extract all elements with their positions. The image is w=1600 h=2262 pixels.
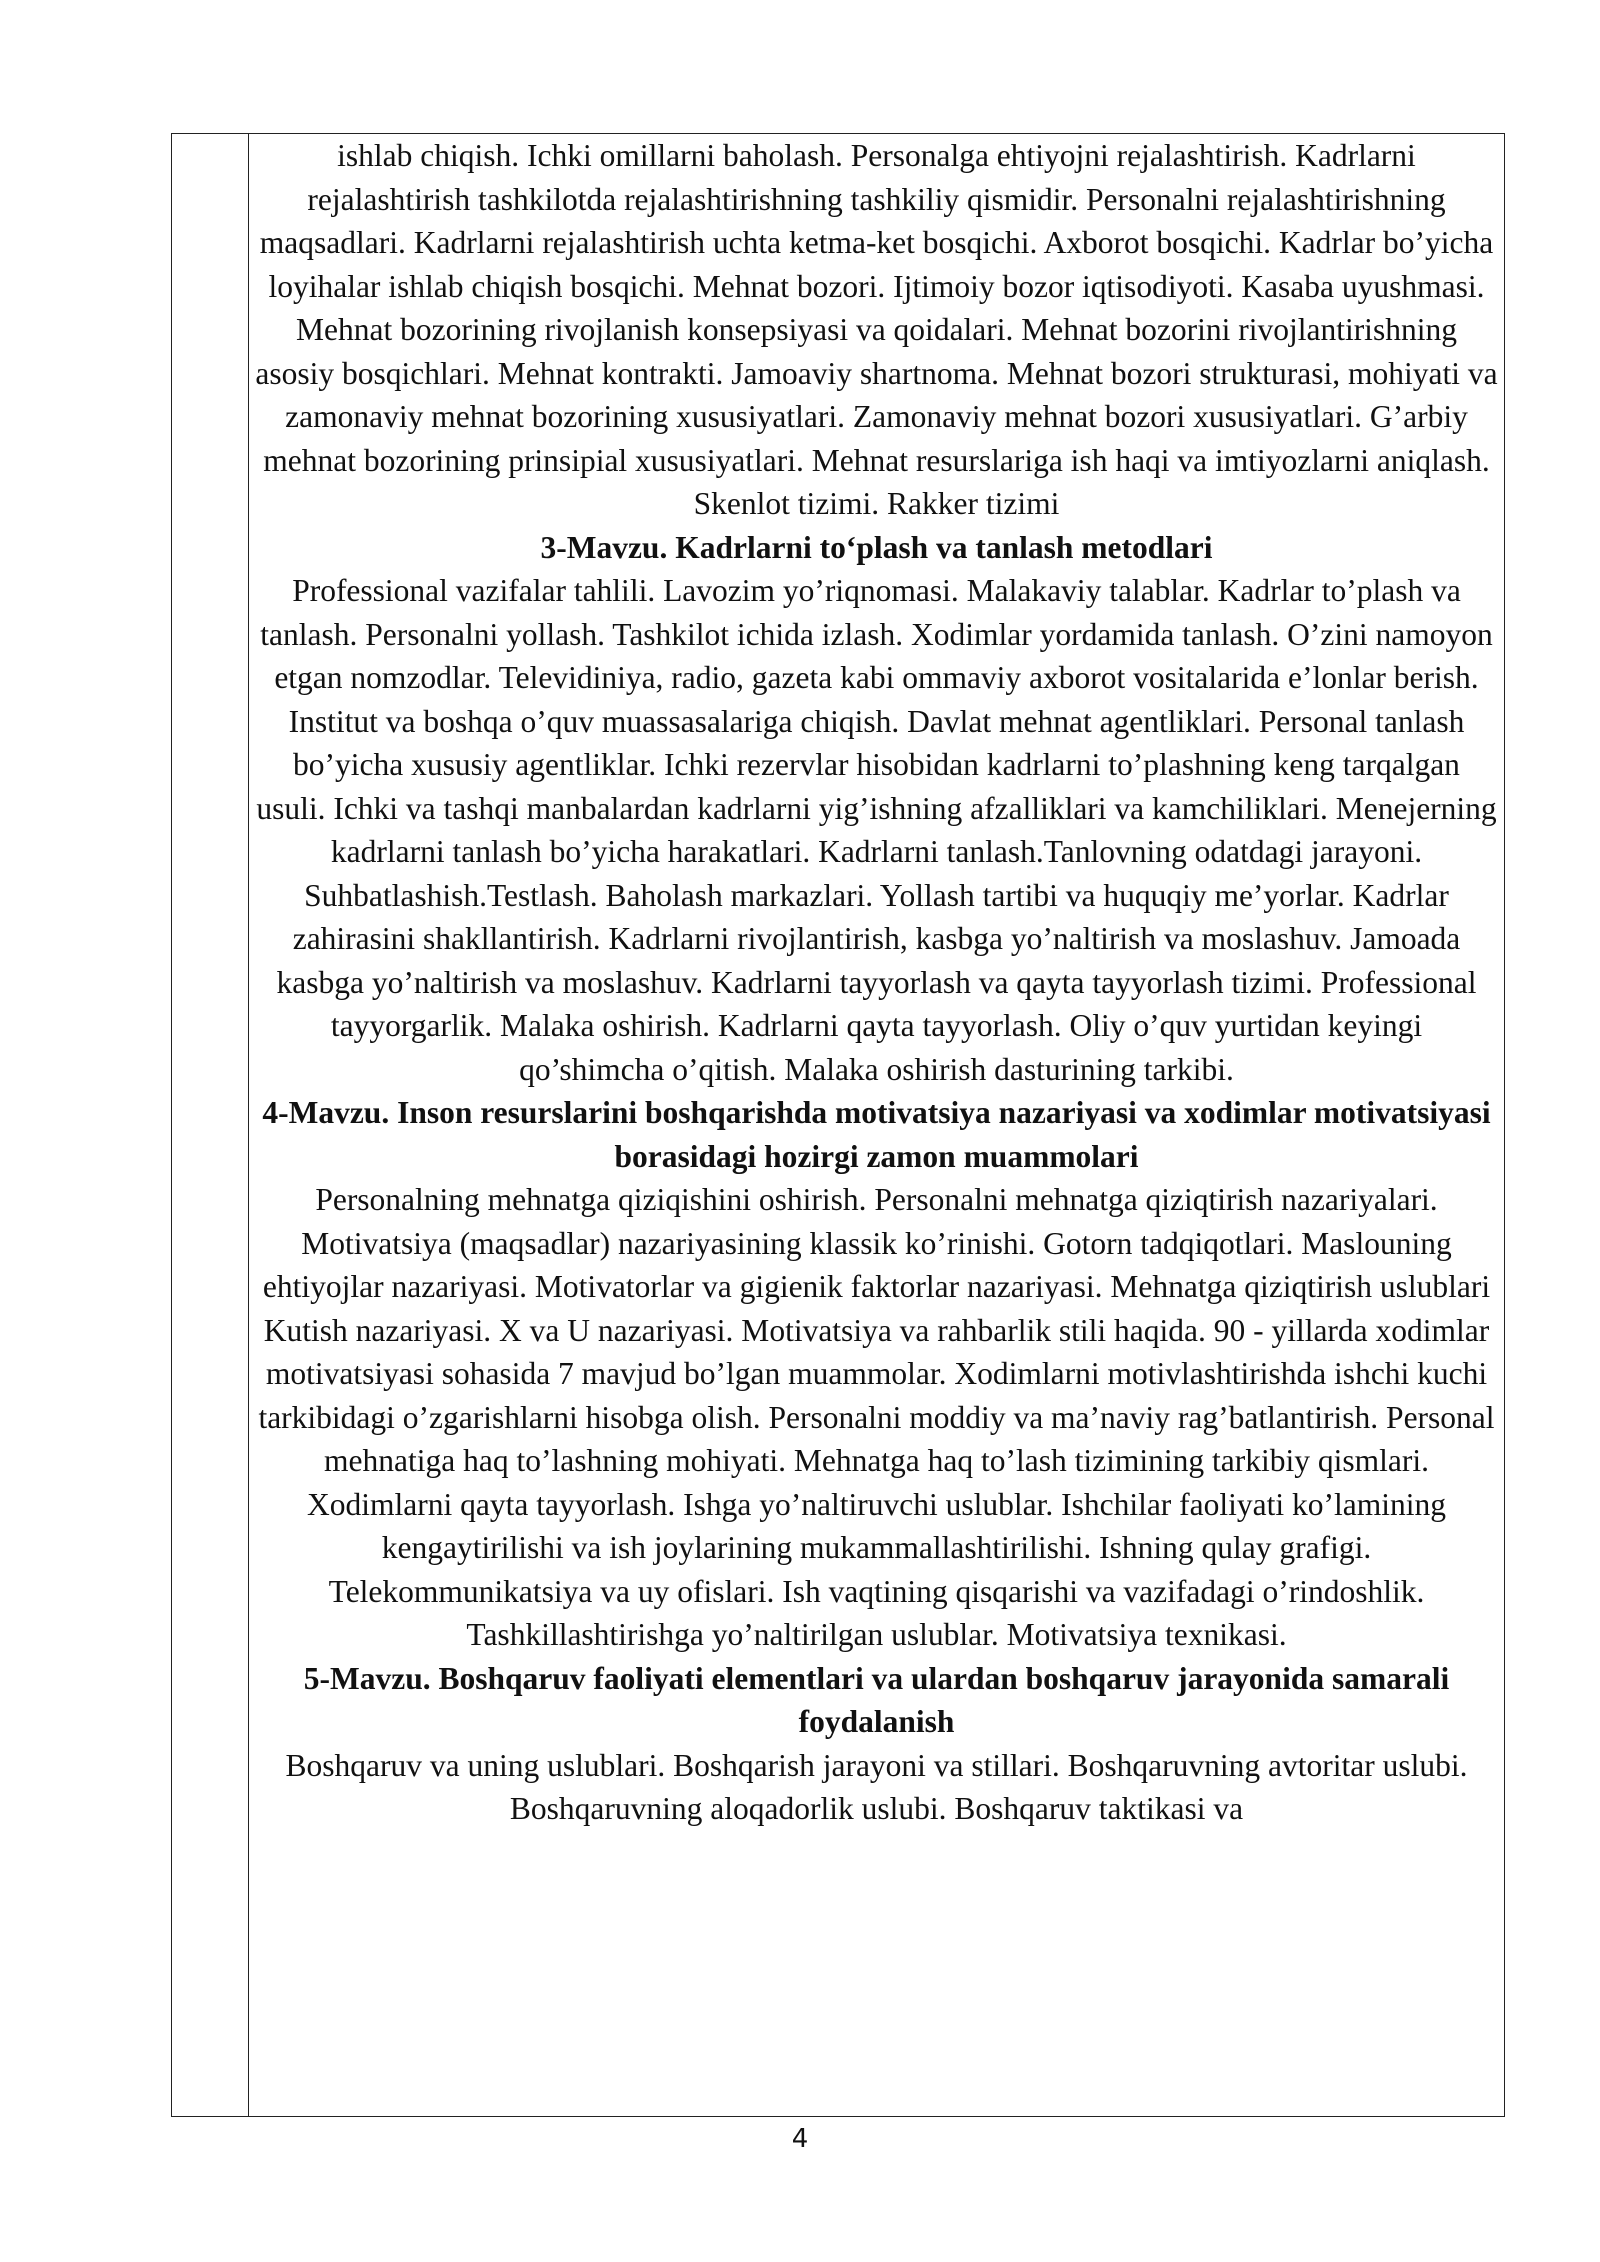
section-body-4: Personalning mehnatga qiziqishini oshirish. Personalni mehnatga qiziqtirish nazariyalari. Motivatsiya (maqsadlar) nazariyasining klassik ko’rinishi. Gotorn tadqiqotlari. Maslouning ehtiyojlar nazariyasi. Motivatorlar va gigienik faktorlar nazariyasi. Mehnatga qiziqtirish uslublari Kutish nazariyasi. X va U nazariyasi. Motivatsiya va rahbarlik stili haqida. 90 - yillarda xodimlar motivatsiyasi sohasida 7 mavjud bo’lgan muammolar. Xodimlarni motivlashtirishda ishchi kuchi tarkibidagi o’zgarishlarni hisobga olish. Personalni moddiy va ma’naviy rag’batlantirish. Personal mehnatiga haq to’lashning mohiyati. Mehnatga haq to’lash tizimining tarkibiy qismlari. Xodimlarni qayta tayyorlash. Ishga yo’naltiruvchi uslublar. Ishchilar faoliyati ko’lamining kengaytirilishi va ish joylarining mukammallashtirilishi. Ishning qulay grafigi. Telekommunikatsiya va uy ofislari. Ish vaqtining qisqarishi va vazifadagi o’rindoshlik. Tashkillashtirishga yo’naltirilgan uslublar. Motivatsiya texnikasi.: [258, 1182, 1495, 1652]
section-heading-4: 4-Mavzu. Inson resurslarini boshqarishda motivatsiya nazariyasi va xodimlar motivatsiyasi borasidagi hozirgi zamon muammolari: [262, 1095, 1491, 1174]
section-heading-5: 5-Mavzu. Boshqaruv faoliyati elementlari va ulardan boshqaruv jarayonida samarali foydalanish: [303, 1660, 1450, 1739]
table-content-cell: [249, 134, 1504, 2116]
table-left-column: [172, 134, 249, 2116]
page-number: 4: [791, 2124, 809, 2154]
section-body-3: Professional vazifalar tahlili. Lavozim yo’riqnomasi. Malakaviy talablar. Kadrlar to’plash va tanlash. Personalni yollash. Tashkilot ichida izlash. Xodimlar yordamida tanlash. O’zini namoyon etgan nomzodlar. Televidiniya, radio, gazeta kabi ommaviy axborot vositalarida e’lonlar berish. Institut va boshqa o’quv muassasalariga chiqish. Davlat mehnat agentliklari. Personal tanlash bo’yicha xususiy agentliklar. Ichki rezervlar hisobidan kadrlarni to’plashning keng tarqalgan usuli. Ichki va tashqi manbalardan kadrlarni yig’ishning afzalliklari va kamchiliklari. Menejerning kadrlarni tanlash bo’yicha harakatlari. Kadrlarni tanlash.Tanlovning odatdagi jarayoni. Suhbatlashish.Testlash. Baholash markazlari. Yollash tartibi va huquqiy me’yorlar. Kadrlar zahirasini shakllantirish. Kadrlarni rivojlantirish, kasbga yo’naltirish va moslashuv. Jamoada kasbga yo’naltirish va moslashuv. Kadrlarni tayyorlash va qayta tayyorlash tizimi. Professional tayyorgarlik. Malaka oshirish. Kadrlarni qayta tayyorlash. Oliy o’quv yurtidan keyingi qo’shimcha o’qitish. Malaka oshirish dasturining tarkibi.: [256, 573, 1497, 1087]
section-body-5: Boshqaruv va uning uslublari. Boshqarish jarayoni va stillari. Boshqaruvning avtoritar uslubi. Boshqaruvning aloqadorlik uslubi. Boshqaruv taktikasi va: [285, 1747, 1468, 1826]
intro-paragraph: ishlab chiqish. Ichki omillarni baholash. Personalga ehtiyojni rejalashtirish. Kadrlarni rejalashtirish tashkilotda rejalashtirishning tashkiliy qismidir. Personalni rejalashtirishning maqsadlari. Kadrlarni rejalashtirish uchta ketma-ket bosqichi. Axborot bosqichi. Kadrlar bo’yicha loyihalar ishlab chiqish bosqichi. Mehnat bozori. Ijtimoiy bozor iqtisodiyoti. Kasaba uyushmasi. Mehnat bozorining rivojlanish konsepsiyasi va qoidalari. Mehnat bozorini rivojlantirishning asosiy bosqichlari. Mehnat kontrakti. Jamoaviy shartnoma. Mehnat bozori strukturasi, mohiyati va zamonaviy mehnat bozorining xususiyatlari. Zamonaviy mehnat bozori xususiyatlari. G’arbiy mehnat bozorining prinsipial xususiyatlari. Mehnat resurslariga ish haqi va imtiyozlarni aniqlash. Skenlot tizimi. Rakker tizimi: [255, 138, 1498, 521]
section-heading-3: 3-Mavzu. Kadrlarni to‘plash va tanlash metodlari: [540, 529, 1213, 565]
document-table: [171, 133, 1505, 2117]
